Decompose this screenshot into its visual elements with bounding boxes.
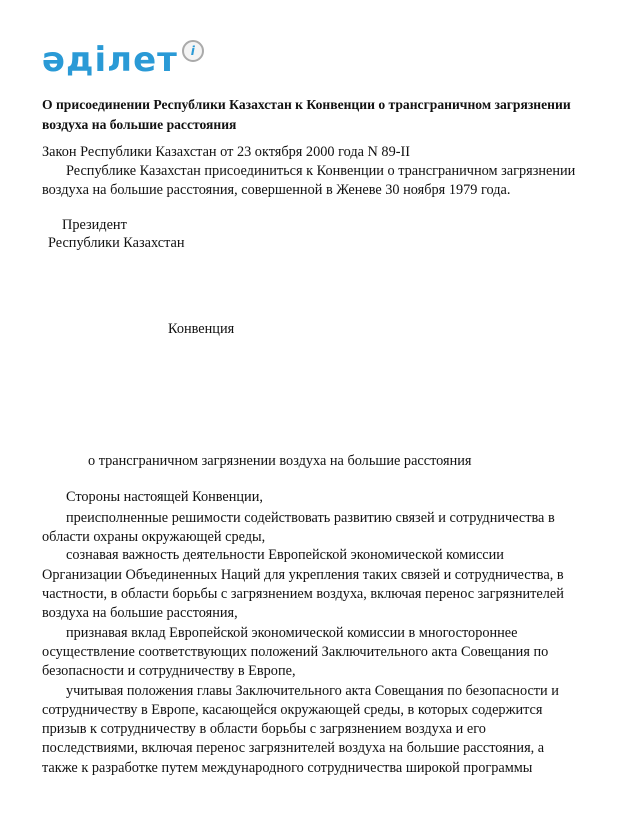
magnifier-icon: i xyxy=(182,40,204,62)
convention-subtitle: о трансграничном загрязнении воздуха на большие расстояния xyxy=(88,453,472,469)
body-line: преисполненные решимости содействовать развитию связей и сотрудничества в xyxy=(66,510,555,526)
body-line: призыв к сотрудничеству в области борьбы с загрязнением воздуха и его xyxy=(42,721,486,737)
body-line: сознавая важность деятельности Европейской экономической комиссии xyxy=(66,547,504,563)
signature-org: Республики Казахстан xyxy=(48,235,185,251)
body-line: учитывая положения главы Заключительного акта Совещания по безопасности и xyxy=(66,683,559,699)
convention-heading: Конвенция xyxy=(168,321,235,337)
body-line: осуществление соответствующих положений Заключительного акта Совещания по xyxy=(42,644,549,660)
body-line: Стороны настоящей Конвенции, xyxy=(66,489,263,505)
body-line: последствиями, включая перенос загрязнителей воздуха на большие расстояния, а xyxy=(42,740,545,756)
body-line: Организации Объединенных Наций для укрепления таких связей и сотрудничества, в xyxy=(42,567,564,583)
body-line: области охраны окружающей среды, xyxy=(42,529,266,545)
body-line: также к разработке путем международного сотрудничества широкой программы xyxy=(42,760,533,776)
document-title-line: воздуха на большие расстояния xyxy=(42,117,237,132)
body-line: сотрудничеству в Европе, касающейся окружающей среды, в которых содержится xyxy=(42,702,543,718)
logo-text: әділет xyxy=(42,40,178,80)
document-title-line: О присоединении Республики Казахстан к Конвенции о трансграничном загрязнении xyxy=(42,97,571,112)
body-line: признавая вклад Европейской экономической комиссии в многостороннее xyxy=(66,625,518,641)
law-reference: Закон Республики Казахстан от 23 октября 2000 года N 89-II xyxy=(42,144,411,160)
body-line: безопасности и сотрудничеству в Европе, xyxy=(42,663,296,679)
body-line: частности, в области борьбы с загрязнением воздуха, включая перенос загрязнителей xyxy=(42,586,564,602)
adilet-logo[interactable] xyxy=(42,40,204,80)
decree-line: воздуха на большие расстояния, совершенной в Женеве 30 ноября 1979 года. xyxy=(42,182,511,198)
signature-title: Президент xyxy=(62,217,127,233)
decree-line: Республике Казахстан присоединиться к Конвенции о трансграничном загрязнении xyxy=(66,163,576,179)
body-line: воздуха на большие расстояния, xyxy=(42,605,238,621)
